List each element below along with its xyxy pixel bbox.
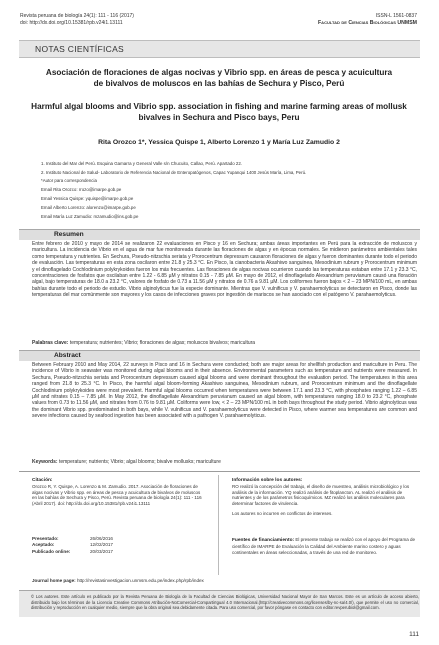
funding-label: Fuentes de financiamiento: xyxy=(232,538,295,543)
license-text: © Los autores. Este artículo es publicado por la Revista Peruana de Biología de la Facultad de Ciencias Biológicas, Universidad Nacional Mayor de San Marcos. Este es un artículo de acceso abierto, distribuido bajo los términos de la Licencia Creative Commons Atribución-NoComercial-CompartirIgual 4.0 Internacional.(http://creativecommons.org/licenses/by-nc-sa/4.0/), que permite el uso no comercial, distribución y reproducción en cualquier medio, siempre que la obra original sea debidamente citada. Para uso comercial, por favor póngase en contacto con editor.revperubiol@gmail.com. xyxy=(31,594,419,610)
citation-label: Citación: xyxy=(32,478,53,483)
journal-home xyxy=(32,578,204,583)
corresponding-author-note: *Autor para correspondencia xyxy=(41,178,97,183)
dates-block xyxy=(32,536,113,555)
title-english-line-2: bivalves in Sechura and Pisco bays, Peru xyxy=(138,113,300,122)
page-number: 111 xyxy=(409,631,419,638)
section-band xyxy=(19,40,420,58)
author-info-text: RO realizó la concepción del trabajo, el diseño de muestreo, análisis microbiológico y los análisis de la información. YQ realizó análisis de fitoplancton. AL realizó el análisis de nutrientes y de los parámetros fisicoquímicos. MZ realizó los análisis moleculares para determinar factores de virulencia. xyxy=(232,483,410,507)
title-spanish-line-2: de bivalvos de moluscos en las bahías de Sechura y Pisco, Perú xyxy=(93,79,345,88)
divider xyxy=(19,471,420,472)
title-spanish xyxy=(26,67,412,89)
date-row-published: Publicado online: 20/03/2017 xyxy=(32,548,113,554)
citation-block xyxy=(32,478,202,507)
citation-text: Orozco R, Y. Quispe, A. Lorenzo & M. Zamudio. 2017. Asociación de floraciones de algas nocivas y Vibrio spp. en áreas de pesca y acuicultura de bivalvos de moluscos en las bahías de Sechura y Pisco, Perú. Revista peruana de biología 24(1): 111 - 116 (Abril 2017). doi: http://dx.doi.org/10.15381/rpb.v24i1.13111 xyxy=(32,483,202,507)
keywords-label: Keywords: xyxy=(32,459,58,465)
abstract-header xyxy=(19,350,420,361)
title-english-line-1: Harmful algal blooms and Vibrio spp. association in fishing and marine farming areas of mollusk xyxy=(31,102,407,111)
journal-home-link[interactable]: http://revistasinvestigacion.unmsm.edu.pe/index.php/rpb/index xyxy=(76,578,204,583)
author-info-label: Información sobre los autores: xyxy=(232,478,303,483)
palabras-clave-label: Palabras clave: xyxy=(32,340,69,346)
affiliation-1: 1. Instituto del Mar del Perú. Esquina Gamarra y General Valle s/n Chucuito, Callao, Perú. Apartado 22. xyxy=(41,161,243,166)
section-label: NOTAS CIENTÍFICAS xyxy=(35,44,125,54)
license-box xyxy=(19,590,420,617)
keywords xyxy=(32,459,417,465)
journal-header-right xyxy=(318,13,417,27)
keywords-text: temperature; nutrients; Vibrio; algal blooms; bivalve mollusks; mariculture xyxy=(58,459,221,465)
date-row-accepted: Aceptado: 12/02/2017 xyxy=(32,542,113,548)
email-1[interactable]: Email Rita Orozco: rrozo@imarpe.gob.pe xyxy=(41,187,122,192)
issn-text: ISSN-L 1561-0837 xyxy=(375,13,417,19)
abstract-paragraph: Between February 2010 and May 2014, 22 surveys in Pisco and 16 in Sechura were conducted; both are major areas for shellfish production and mariculture in Peru. The incidence of Vibrio in seawater was monitored during algal blooms and in their absence. Environmental parameters such as temperature and nutrients were measured. In Sechura, Pseudo-nitzschia seriata and Prorocentrum depressum caused algal blooms and were dominant throughout the evaluation period. The temperatures in this area ranged from 21.8 to 25.3 °C. In Pisco, the harmful algal bloom-forming Akashiwo sanguinea, Mesodinium rubrum, and Prorocentrum minimum and the dinoflagellate Cochlodinium polykrykoides were most prevalent. Harmful algal blooms occurred when temperatures were between 17.1 and 23.3 °C, with phosphates ranging 1.22 – 6.85 µM and nitrates 0.15 – 7.85 µM. In May 2012, the dinoflagellate Alexandrium peruvianum caused an algal bloom, with temperatures ranging 18.0 to 23.2 °C, phosphate values from 0.73 to 11.56 µM, and nitrates from 0.76 to 9.81 µM. Coliforms were low, < 2 – 23 MPN/100 mL in both bays throughout the study period. Vibrio alginolyticus was the dominant Vibrio spp. predominated in both bays, while V. vulnificus and V. parahaemolyticus were detected in Pisco, where warmer sea temperatures are common and severe infections caused by seafood ingestion has been associated with a pathogen V. parahaemolyticus. xyxy=(32,362,417,420)
abstract-heading: Abstract xyxy=(54,352,81,359)
title-english xyxy=(26,101,412,123)
resumen-paragraph: Entre febrero de 2010 y mayo de 2014 se realizaron 22 evaluaciones en Pisco y 16 en Sechura; ambas áreas importantes en Perú para la extracción de moluscos y maricultura. La incidencia de Vibrio en el agua de mar fue monitoreada durante las floraciones de algas y en épocas normales. Se midieron parámetros ambientales tales como temperatura y nutrientes. En Sechura, Pseudo-nitzschia seriata y Prorocentrum depressum causaron floraciones de algas y fueron dominantes durante todo el periodo de evaluación. Las temperaturas en esta zona oscilaron entre 21.8 y 25.3 °C. En Pisco, la cianobacteria Akashiwo sanguinea, Mesodinium rubrum y Prorocentrum minimum y el dinoflagelado Cochlodinium polykrykoides fueron los más frecuentes. Las floraciones de algas nocivas ocurrieron cuando las temperaturas estaban entre 17.1 y 23.3 °C, concentraciones de fosfatos que oscilaban entre 1.22 - 6.85 µM y nitratos 0.15 - 7.85 µM. En mayo de 2012, el dinoflagelado Alexandrium peruvianum causó una floración algal, bajo temperaturas de 18.0 a 23.2 °C, valores de fosfato de 0.73 a 11.56 µM y nitratos de 0.76 a 9.81 µM. Los coliformes fueron bajos < 2 – 23 MPN/100 mL, en ambas bahías durante todo el periodo de estudio. Vibrio alginolyticus fue la especie dominante. Mientras que V. vulnificus y V. parahaemolyticus se detectaron en Pisco, donde las temperaturas del mar comúnmente son mayores y los casos de infecciones graves por ingestión de mariscos se han asociado con el patógeno V. parahaemolyticus. xyxy=(32,241,417,299)
journal-citation: Revista peruana de biología 24(1): 111 - 116 (2017) xyxy=(20,13,134,19)
resumen-header xyxy=(19,229,420,240)
email-4[interactable]: Email María Luz Zamudio: mzamudio@ins.gob.pe xyxy=(41,214,139,219)
author-info-block xyxy=(232,478,417,517)
column-divider xyxy=(218,475,219,575)
palabras-clave-text: temperatura; nutrientes; Vibrio; floraciones de algas; moluscos bivalvos; maricultura xyxy=(69,340,256,346)
email-3[interactable]: Email Alberto Lorenzo: alorenzo@imarpe.gob.pe xyxy=(41,205,136,210)
date-row-submitted: Presentado: 26/06/2016 xyxy=(32,536,113,541)
conflict-statement: Los autores no incurren en conflictos de intereses. xyxy=(232,510,333,516)
title-spanish-line-1: Asociación de floraciones de algas nocivas y Vibrio spp. en áreas de pesca y acuicultura xyxy=(45,68,393,77)
funding-block xyxy=(232,537,417,555)
journal-header-left xyxy=(20,13,134,27)
journal-home-label: Journal home page: xyxy=(32,578,76,583)
author-list: Rita Orozco 1*, Yessica Quispe 1, Alberto Lorenzo 1 y María Luz Zamudio 2 xyxy=(98,139,340,146)
email-2[interactable]: Email Yessica Quispe: yquispe@imarpe.gob.pe xyxy=(41,196,134,201)
doi-text: doi: http://dx.doi.org/10.15381/rpb.v24i1.13111 xyxy=(20,20,123,26)
faculty-text: Facultad de Ciencias Biológicas UNMSM xyxy=(318,20,417,26)
funding-text: El presente trabajo se realizó con el apoyo del Programa de científico de IMARPE de Evaluación la Calidad del Ambiente marino costero y aguas continentales en áreas seleccionadas, a través de una red de monitoreo. xyxy=(232,537,415,555)
resumen-heading: Resumen xyxy=(54,231,84,238)
palabras-clave xyxy=(32,340,417,346)
affiliation-2: 2. Instituto Nacional de Salud- Laboratorio de Referencia Nacional de Enteropatógenos, Capac Yupanqui 1400 Jesús María, Lima, Perú. xyxy=(41,170,307,175)
